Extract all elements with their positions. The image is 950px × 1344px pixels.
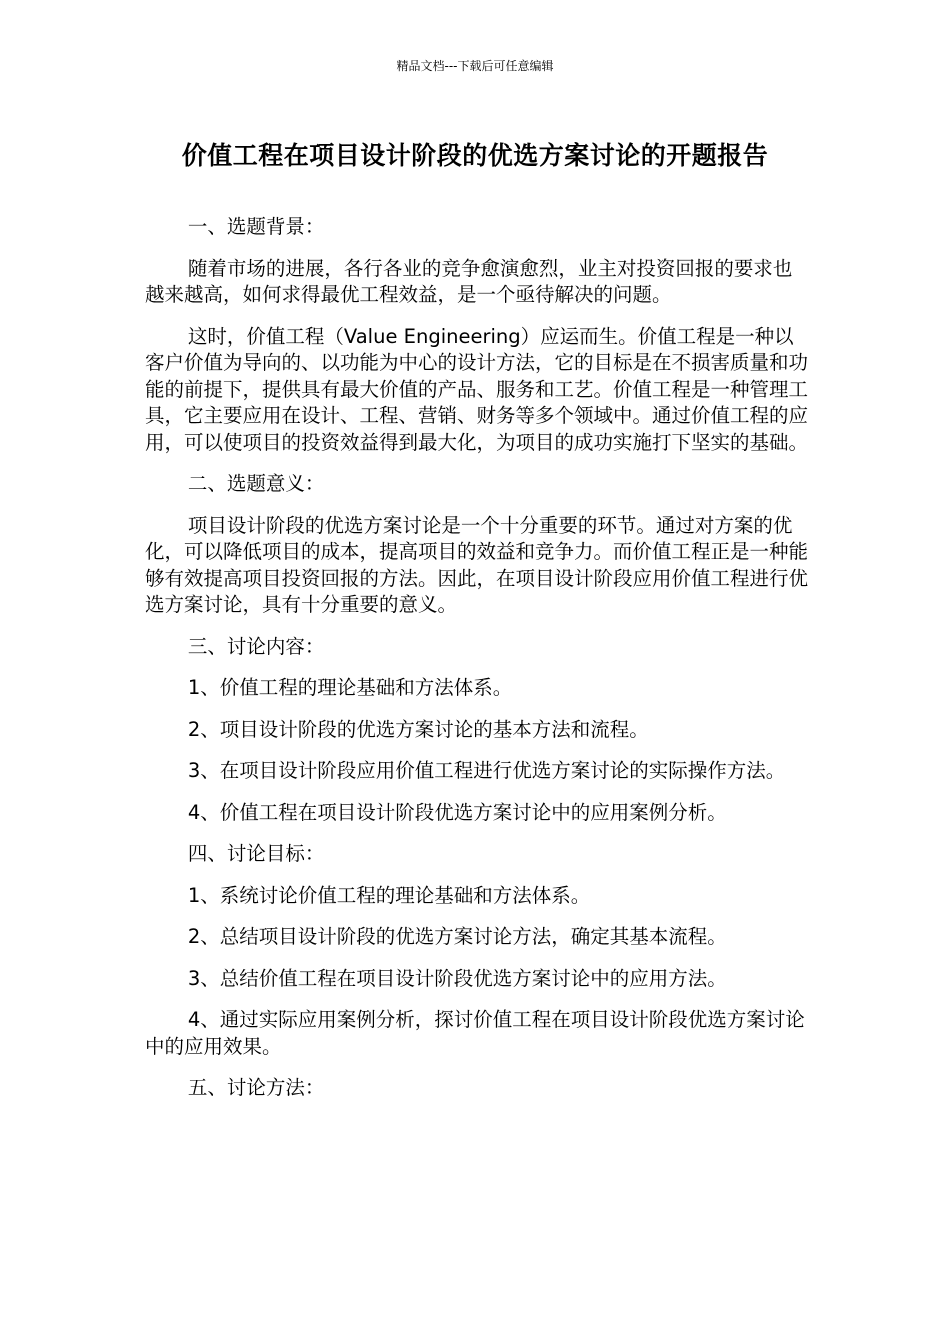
list-item-goal-4: 4、通过实际应用案例分析，探讨价值工程在项目设计阶段优选方案讨论中的应用效果。 xyxy=(145,1008,805,1058)
section-heading-background: 一、选题背景： xyxy=(187,215,325,238)
list-item-content-2: 2、项目设计阶段的优选方案讨论的基本方法和流程。 xyxy=(187,717,649,741)
document-title: 价值工程在项目设计阶段的优选方案讨论的开题报告 xyxy=(181,141,769,170)
paragraph-significance: 项目设计阶段的优选方案讨论是一个十分重要的环节。通过对方案的优化，可以降低项目的成本，提高项目的效益和竞争力。而价值工程正是一种能够有效提高项目投资回报的方法。因此，在项目设计阶段应用价值工程进行优选方案讨论，具有十分重要的意义。 xyxy=(145,513,809,616)
paragraph-background-2: 这时，价值工程（Value Engineering）应运而生。价值工程是一种以客户价值为导向的、以功能为中心的设计方法，它的目标是在不损害质量和功能的前提下，提供具有最大价值的产品、服务和工艺。价值工程是一种管理工具，它主要应用在设计、工程、营销、财务等多个领域中。通过价值工程的应用，可以使项目的投资效益得到最大化，为项目的成功实施打下坚实的基础。 xyxy=(145,324,809,454)
section-heading-content: 三、讨论内容： xyxy=(187,634,325,658)
header-note: 精品文档---下载后可任意编辑 xyxy=(396,59,554,73)
list-item-content-3: 3、在项目设计阶段应用价值工程进行优选方案讨论的实际操作方法。 xyxy=(187,759,786,782)
paragraph-background-1: 随着市场的进展，各行各业的竞争愈演愈烈，业主对投资回报的要求也越来越高，如何求得最优工程效益，是一个亟待解决的问题。 xyxy=(145,256,793,306)
list-item-goal-2: 2、总结项目设计阶段的优选方案讨论方法，确定其基本流程。 xyxy=(187,925,727,948)
document-body xyxy=(145,214,810,1117)
section-heading-methods: 五、讨论方法： xyxy=(187,1076,325,1099)
list-item-goal-3: 3、总结价值工程在项目设计阶段优选方案讨论中的应用方法。 xyxy=(187,966,727,990)
list-item-content-1: 1、价值工程的理论基础和方法体系。 xyxy=(187,676,513,699)
list-item-content-4: 4、价值工程在项目设计阶段优选方案讨论中的应用案例分析。 xyxy=(187,800,727,824)
section-heading-goals: 四、讨论目标： xyxy=(187,842,325,865)
list-item-goal-1: 1、系统讨论价值工程的理论基础和方法体系。 xyxy=(187,883,591,907)
section-heading-significance: 二、选题意义： xyxy=(187,472,325,495)
